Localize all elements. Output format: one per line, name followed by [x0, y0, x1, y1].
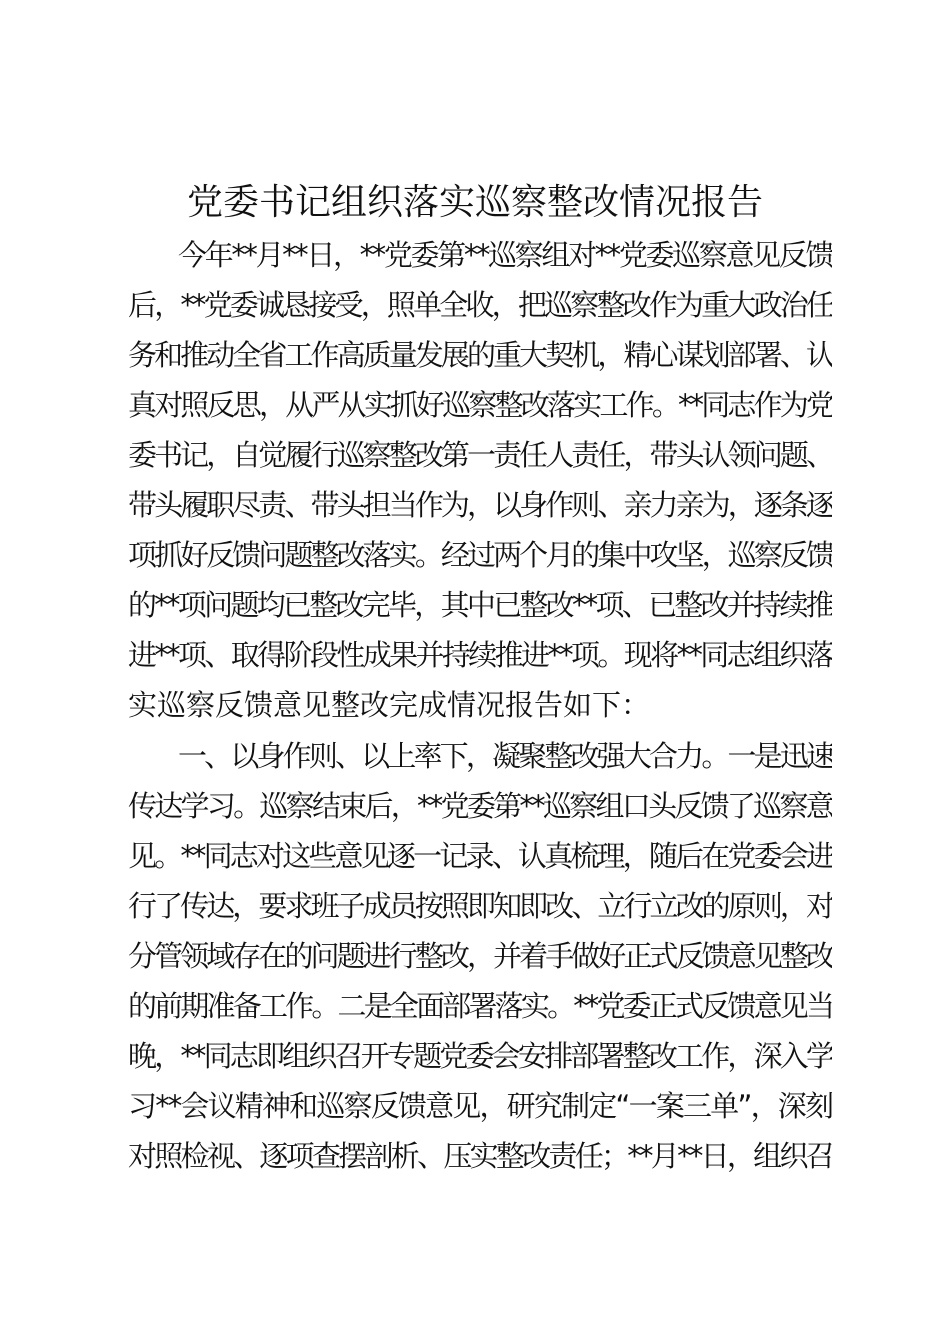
- paragraph-1-line-3: 务和推动全省工作高质量发展的重大契机，精心谋划部署、认: [128, 338, 832, 372]
- paragraph-1-line-2: 后，**党委诚恳接受，照单全收，把巡察整改作为重大政治任: [128, 288, 832, 322]
- paragraph-2-line-8: 习**会议精神和巡察反馈意见，研究制定“一案三单”，深刻: [128, 1089, 832, 1123]
- paragraph-2-line-2: 传达学习。巡察结束后，**党委第**巡察组口头反馈了巡察意: [128, 789, 832, 823]
- document-title: 党委书记组织落实巡察整改情况报告: [186, 182, 763, 223]
- paragraph-1-line-9: 进**项、取得阶段性成果并持续推进**项。现将**同志组织落: [128, 638, 832, 672]
- paragraph-1-line-5: 委书记，自觉履行巡察整改第一责任人责任，带头认领问题、: [128, 438, 832, 472]
- paragraph-2-line-1: 一、以身作则、以上率下，凝聚整改强大合力。一是迅速: [178, 739, 832, 773]
- paragraph-1-line-4: 真对照反思，从严从实抓好巡察整改落实工作。**同志作为党: [128, 388, 832, 422]
- paragraph-2-line-9: 对照检视、逐项查摆剖析、压实整改责任；**月**日，组织召: [128, 1139, 832, 1173]
- paragraph-2-line-6: 的前期准备工作。二是全面部署落实。**党委正式反馈意见当: [128, 989, 832, 1023]
- paragraph-2-line-5: 分管领域存在的问题进行整改，并着手做好正式反馈意见整改: [128, 939, 832, 973]
- paragraph-2-line-4: 行了传达，要求班子成员按照即知即改、立行立改的原则，对: [128, 889, 832, 923]
- paragraph-1-line-8: 的**项问题均已整改完毕，其中已整改**项、已整改并持续推: [128, 588, 832, 622]
- paragraph-1-line-7: 项抓好反馈问题整改落实。经过两个月的集中攻坚，巡察反馈: [128, 538, 832, 572]
- paragraph-1-line-1: 今年**月**日，**党委第**巡察组对**党委巡察意见反馈: [178, 238, 832, 272]
- paragraph-2-line-7: 晚，**同志即组织召开专题党委会安排部署整改工作，深入学: [128, 1039, 832, 1073]
- paragraph-1-line-6: 带头履职尽责、带头担当作为，以身作则、亲力亲为，逐条逐: [128, 488, 832, 522]
- paragraph-2-line-3: 见。**同志对这些意见逐一记录、认真梳理，随后在党委会进: [128, 839, 832, 873]
- paragraph-1-line-10: 实巡察反馈意见整改完成情况报告如下：: [128, 688, 651, 722]
